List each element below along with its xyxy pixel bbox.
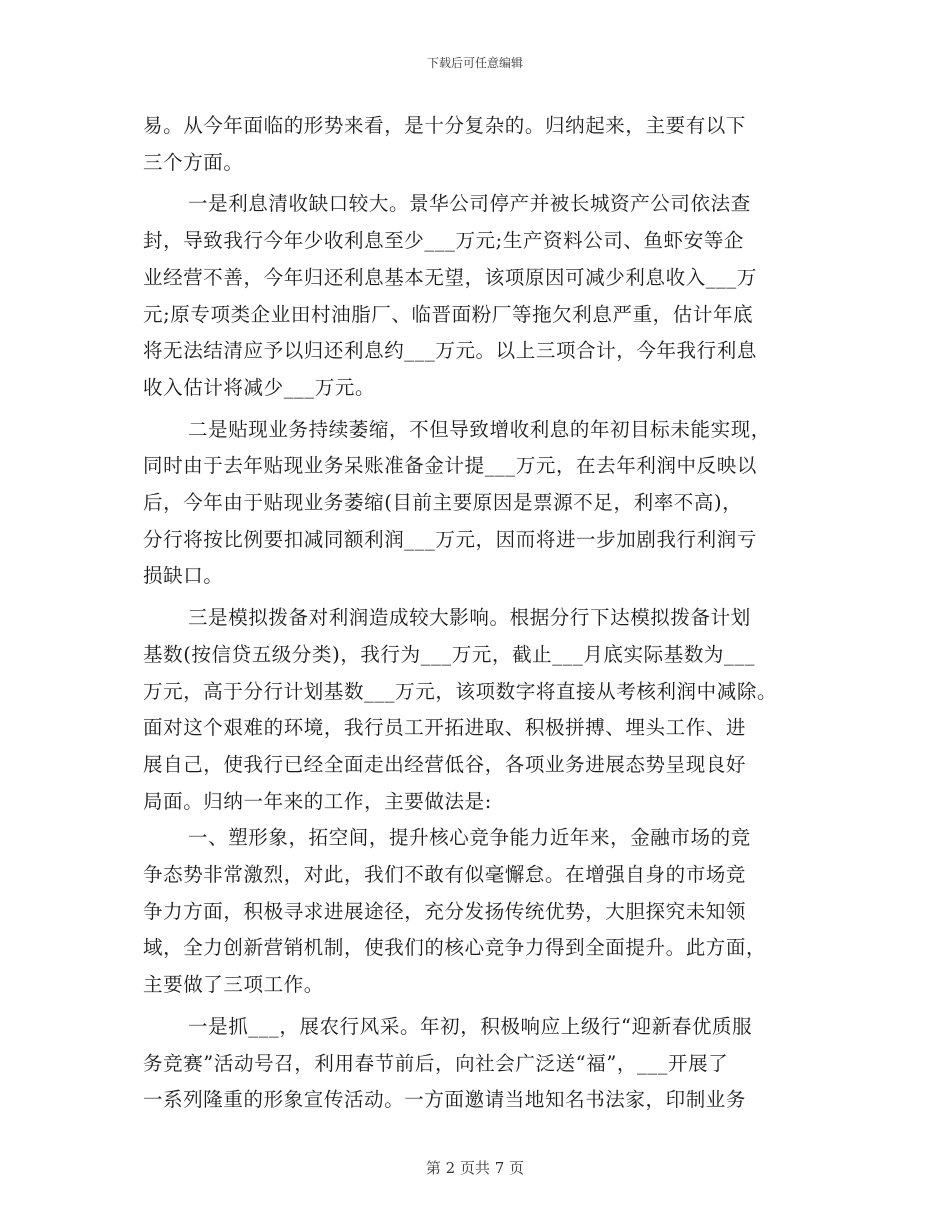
paragraph-first-line: 一、塑形象，拓空间，提升核心竞争能力近年来，金融市场的竞	[188, 826, 751, 850]
text-line: 争力方面，积极寻求进展途径，充分发扬传统优势，大胆探究未知领	[143, 899, 747, 923]
text-line: 分行将按比例要扣减同额利润___万元，因而将进一步加剧我行利润亏	[143, 527, 757, 551]
paragraph-first-line: 一是利息清收缺口较大。景华公司停产并被长城资产公司依法查	[188, 192, 751, 216]
text-line: 三个方面。	[143, 150, 244, 174]
page-footer: 第 2 页共 7 页	[425, 1159, 525, 1177]
text-line: 易。从今年面临的形势来看，是十分复杂的。归纳起来，主要有以下	[143, 114, 747, 137]
text-line: 主要做了三项工作。	[143, 973, 324, 997]
page-header: 下载后可任意编辑	[426, 56, 523, 70]
text-line: 局面。归纳一年来的工作，主要做法是:	[143, 789, 492, 813]
text-line: 将无法结清应予以归还利息约___万元。以上三项合计，今年我行利息	[143, 339, 757, 363]
text-line: 元;原专项类企业田村油脂厂、临晋面粉厂等拖欠利息严重，估计年底	[143, 302, 754, 326]
paragraph-first-line: 一是抓___，展农行风采。年初，积极响应上级行“迎新春优质服	[188, 1014, 753, 1038]
text-line: 业经营不善，今年归还利息基本无望，该项原因可减少利息收入___万	[143, 265, 757, 289]
text-line: 务竞赛”活动号召，利用春节前后，向社会广泛送“福”，___开展了	[143, 1051, 729, 1075]
text-line: 万元，高于分行计划基数___万元，该项数字将直接从考核利润中减除。	[143, 679, 778, 703]
text-line: 封，导致我行今年少收利息至少___万元;生产资料公司、鱼虾安等企	[143, 229, 745, 253]
text-line: 收入估计将减少___万元。	[143, 375, 376, 399]
text-line: 展自己，使我行已经全面走出经营低谷，各项业务进展态势呈现良好	[143, 752, 747, 776]
paragraph-first-line: 二是贴现业务持续萎缩，不但导致增收利息的年初目标未能实现，	[188, 417, 771, 441]
paragraph-first-line: 三是模拟拨备对利润造成较大影响。根据分行下达模拟拨备计划	[188, 606, 751, 630]
text-line: 同时由于去年贴现业务呆账准备金计提___万元，在去年利润中反映以	[143, 454, 757, 478]
text-line: 后，今年由于贴现业务萎缩(目前主要原因是票源不足，利率不高)，	[143, 491, 743, 515]
document-body	[143, 108, 819, 1119]
text-line: 损缺口。	[143, 564, 224, 588]
text-line: 一系列隆重的形象宣传活动。一方面邀请当地知名书法家，印制业务	[143, 1088, 747, 1112]
text-line: 争态势非常激烈，对此，我们不敢有似毫懈怠。在增强自身的市场竞	[143, 863, 747, 887]
text-line: 基数(按信贷五级分类)，我行为___万元，截止___月底实际基数为___	[143, 642, 756, 666]
text-line: 面对这个艰难的环境，我行员工开拓进取、积极拼搏、埋头工作、进	[143, 716, 747, 740]
text-line: 域，全力创新营销机制，使我们的核心竞争力得到全面提升。此方面，	[143, 936, 767, 960]
